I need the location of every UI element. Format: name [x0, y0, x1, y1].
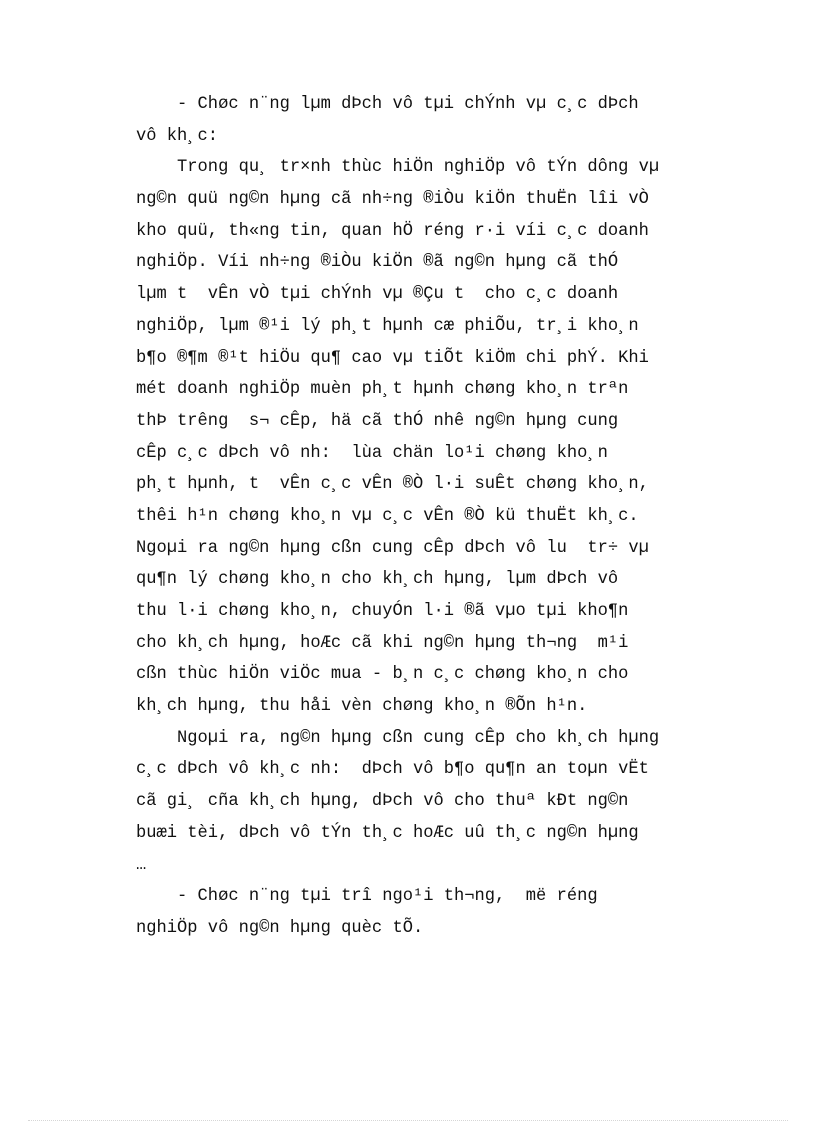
text-line: cßn thùc hiÖn viÖc mua - b¸n c¸c chøng kho¸n cho	[136, 665, 629, 685]
text-line: ph¸t hµnh, t vÊn c¸c vÊn ®Ò l·i suÊt chøng kho¸n,	[136, 475, 649, 495]
page-bottom-rule	[28, 1120, 788, 1121]
text-line: nghiÖp. Víi nh÷ng ®iÒu kiÖn ®ã ng©n hµng cã thÓ	[136, 253, 619, 273]
text-line: lµm t vÊn vÒ tµi chÝnh vµ ®Çu t cho c¸c doanh	[136, 285, 619, 305]
text-line: nghiÖp, lµm ®¹i lý ph¸t hµnh cæ phiÕu, tr¸i kho¸n	[136, 316, 639, 336]
text-line: nghiÖp vô ng©n hµng quèc tÕ.	[136, 918, 424, 938]
text-line: qu¶n lý chøng kho¸n cho kh¸ch hµng, lµm dÞch vô	[136, 570, 619, 590]
body-text	[136, 89, 720, 945]
text-line: kh¸ch hµng, thu håi vèn chøng kho¸n ®Õn h¹n.	[136, 697, 588, 717]
text-line: thu l·i chøng kho¸n, chuyÓn l·i ®ã vµo tµi kho¶n	[136, 602, 629, 621]
text-line: b¶o ®¶m ®¹t hiÖu qu¶ cao vµ tiÕt kiÖm chi phÝ. Khi	[136, 348, 649, 368]
text-line: - Chøc n¨ng tµi trî ngo¹i th¬ng, më réng	[136, 887, 598, 907]
text-line: …	[136, 855, 147, 875]
text-line: thÞ trêng s¬ cÊp, hä cã thÓ nhê ng©n hµng cung	[136, 411, 619, 431]
text-line: vô kh¸c:	[136, 126, 219, 146]
text-line: ng©n quü ng©n hµng cã nh÷ng ®iÒu kiÖn thuËn lîi vÒ	[136, 190, 649, 210]
text-line: thêi h¹n chøng kho¸n vµ c¸c vÊn ®Ò kü thuËt kh¸c.	[136, 506, 639, 526]
text-line: kho quü, th«ng tin, quan hÖ réng r·i víi c¸c doanh	[136, 221, 649, 241]
text-line: Ngoµi ra ng©n hµng cßn cung cÊp dÞch vô lu tr÷ vµ	[136, 538, 649, 558]
text-line: cho kh¸ch hµng, hoÆc cã khi ng©n hµng th¬ng m¹i	[136, 633, 629, 653]
text-line: c¸c dÞch vô kh¸c nh: dÞch vô b¶o qu¶n an toµn vËt	[136, 760, 649, 780]
text-line: cÊp c¸c dÞch vô nh: lùa chän lo¹i chøng kho¸n	[136, 443, 608, 463]
text-line: - Chøc n¨ng lµm dÞch vô tµi chÝnh vµ c¸c dÞch	[136, 95, 639, 114]
text-line: cã gi¸ cña kh¸ch hµng, dÞch vô cho thuª kÐt ng©n	[136, 792, 629, 812]
text-line: mét doanh nghiÖp muèn ph¸t hµnh chøng kho¸n trªn	[136, 380, 629, 400]
text-line: buæi tèi, dÞch vô tÝn th¸c hoÆc uû th¸c ng©n hµng	[136, 823, 639, 843]
text-line: Ngoµi ra, ng©n hµng cßn cung cÊp cho kh¸ch hµng	[136, 728, 660, 748]
text-line: Trong qu¸ tr×nh thùc hiÖn nghiÖp vô tÝn dông vµ	[136, 158, 660, 178]
